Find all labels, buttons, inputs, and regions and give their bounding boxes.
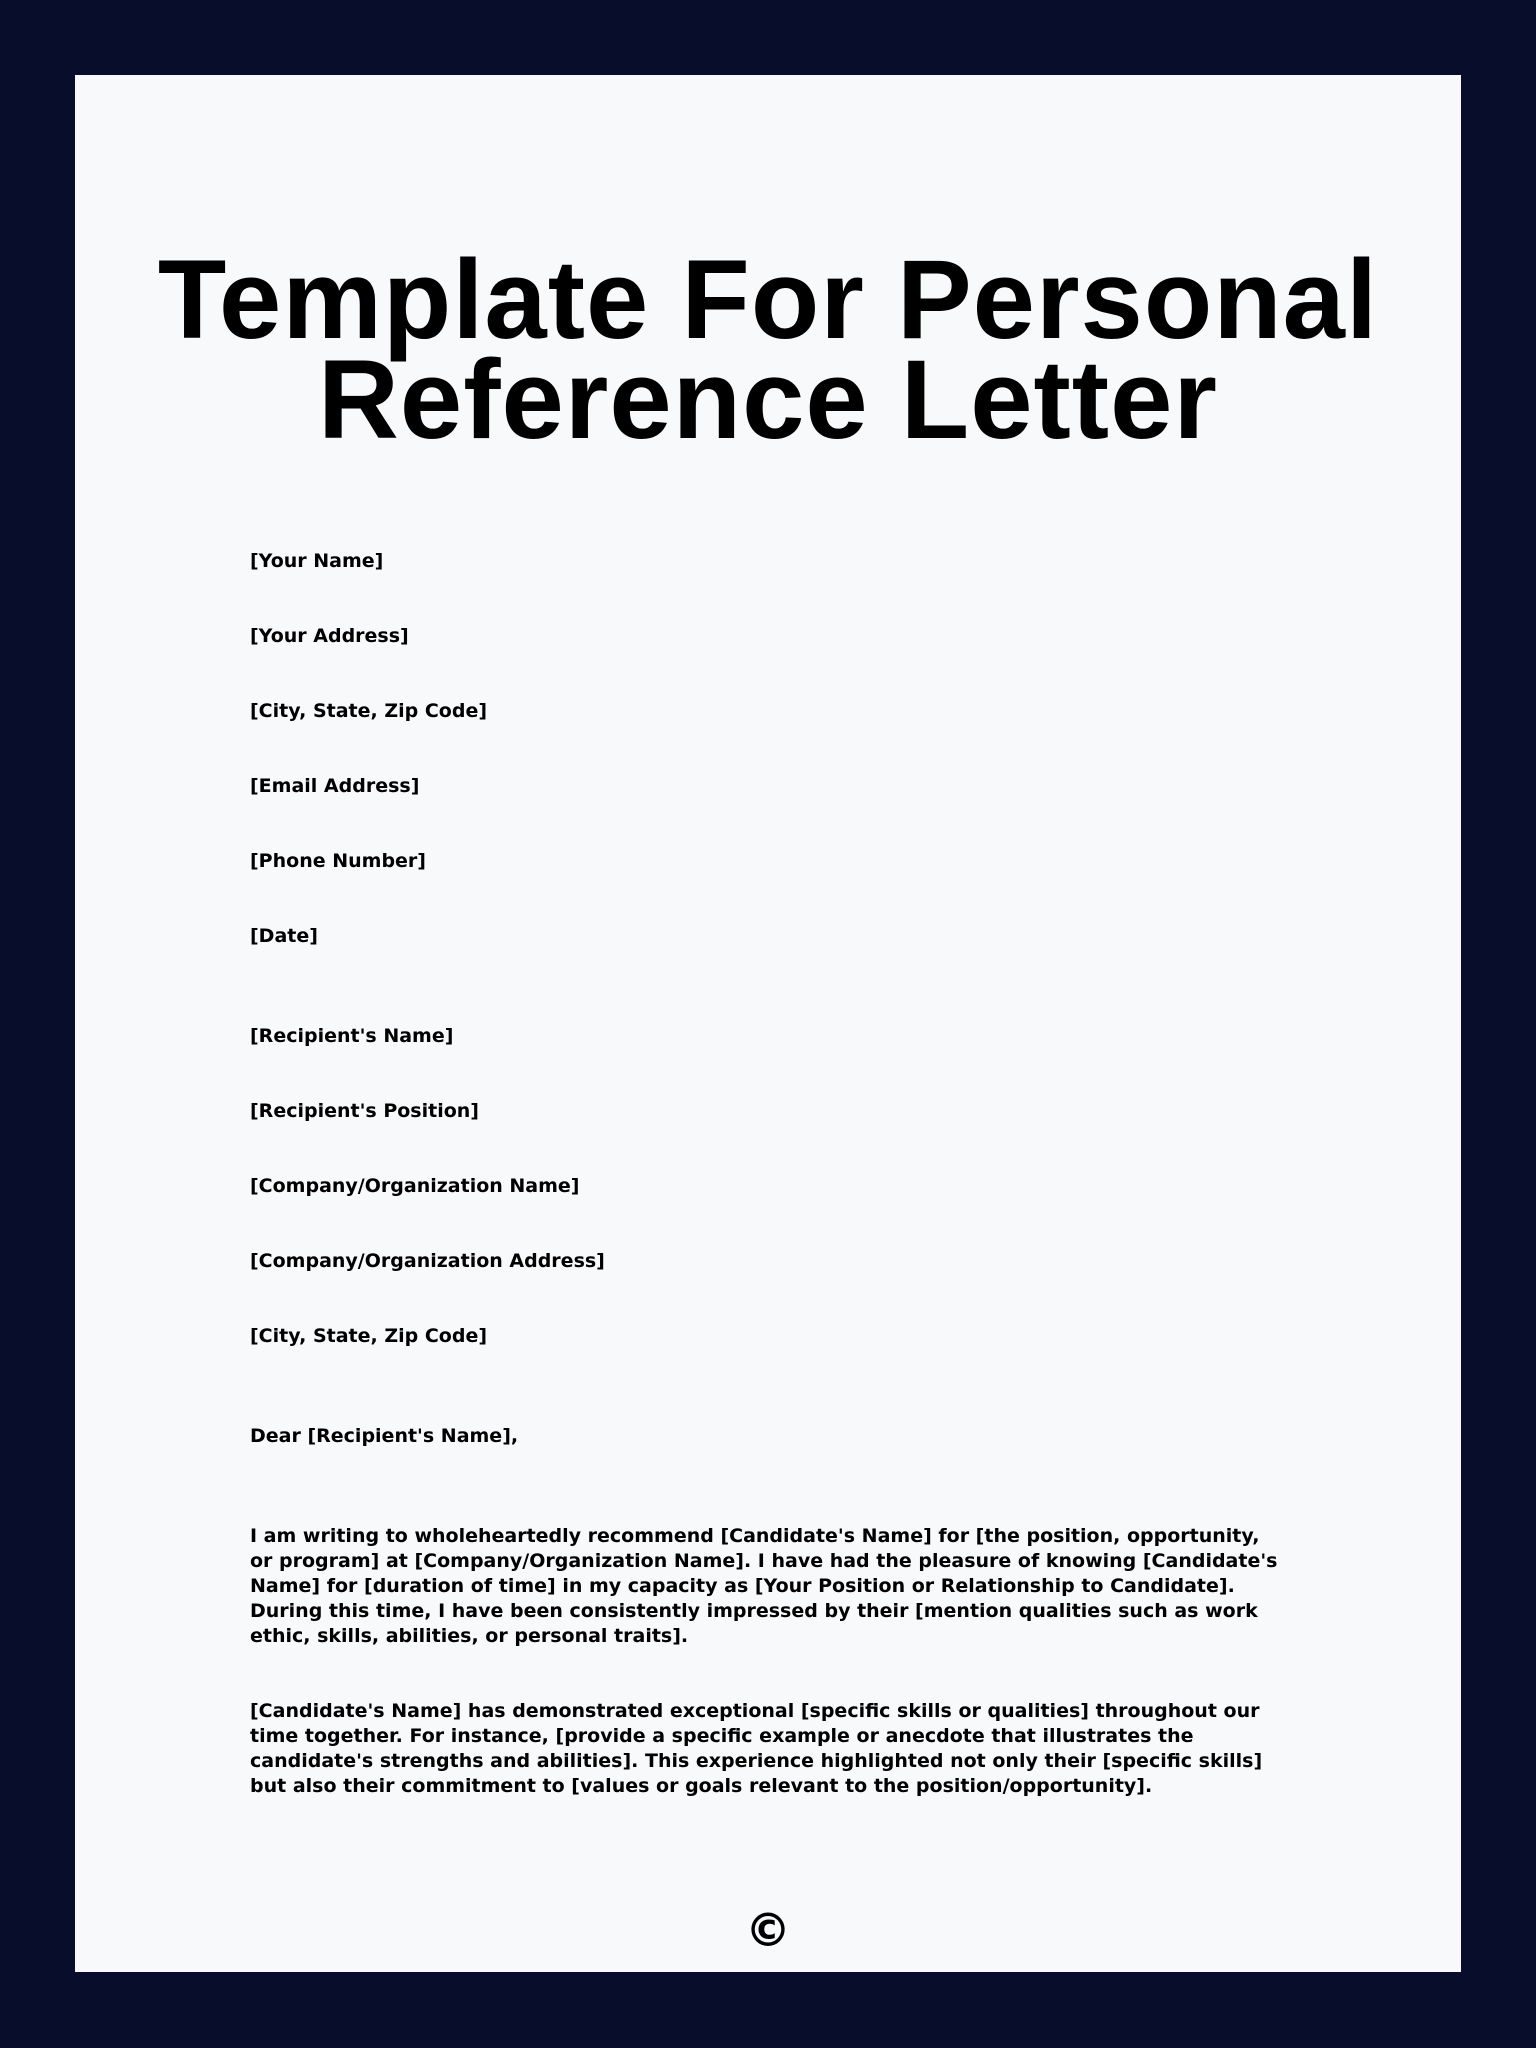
body-paragraph-2: [Candidate's Name] has demonstrated exceptional [specific skills or qualities] throughout our time together. For instance, [provide a specific example or anecdote that illustrates the candidate's strengths and abilities]. This experience highlighted not only their [specific skills] but also their commitment to [values or goals relevant to the position/opportunity]. [250, 1700, 1263, 1797]
letter-page [75, 75, 1461, 1972]
letter-date: [Date] [250, 925, 318, 947]
recipient-company: [Company/Organization Name] [250, 1175, 580, 1197]
sender-name: [Your Name] [250, 550, 384, 572]
title-line-2: Reference Letter [318, 337, 1218, 462]
recipient-name: [Recipient's Name] [250, 1025, 454, 1047]
sender-phone: [Phone Number] [250, 850, 426, 872]
recipient-company-address: [Company/Organization Address] [250, 1250, 605, 1272]
sender-address: [Your Address] [250, 625, 409, 647]
copyright-icon: © [745, 1903, 791, 1957]
body-paragraph-1: I am writing to wholeheartedly recommend [Candidate's Name] for [the position, opportunity, or program] at [Company/Organization Name]. I have had the pleasure of knowing [Candidate's Name] for [duration of time] in my capacity as [Your Position or Relationship to Candidate]. During this time, I have been consistently impressed by their [mention qualities such as work ethic, skills, abilities, or personal traits]. [250, 1525, 1278, 1647]
sender-city: [City, State, Zip Code] [250, 700, 488, 722]
recipient-position: [Recipient's Position] [250, 1100, 479, 1122]
recipient-city: [City, State, Zip Code] [250, 1325, 488, 1347]
salutation: Dear [Recipient's Name], [250, 1425, 519, 1447]
page-title [75, 237, 1461, 462]
sender-email: [Email Address] [250, 775, 420, 797]
title-line-1: Template For Personal [157, 237, 1379, 362]
